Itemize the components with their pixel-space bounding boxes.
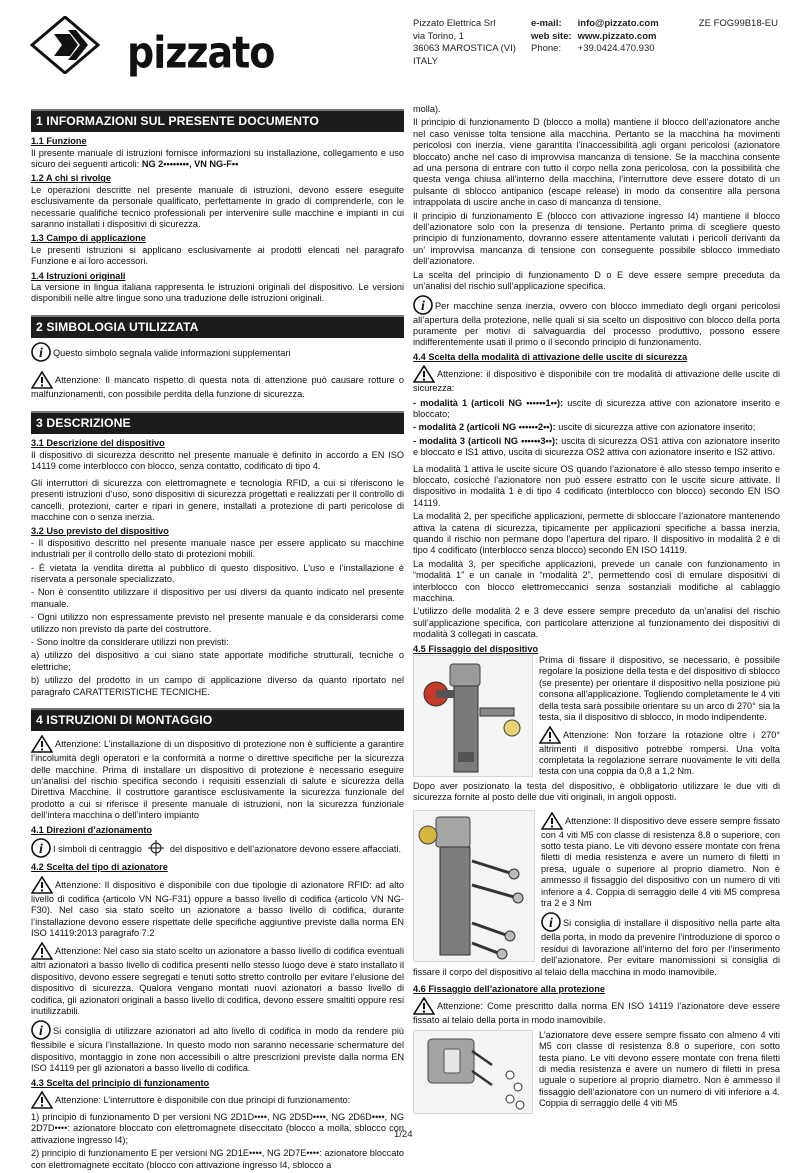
warning-note-output-modes: Attenzione: il dispositivo è disponibile con tre modalità di attivazione delle uscite di sicurezza: — [413, 365, 780, 394]
paragraph-mode-1: La modalità 1 attiva le uscite sicure OS quando l’azionatore è allo stesso tempo inserito e bloccato, cosicché l’azionatore non può essere estratto con le uscite sicure attivate. Il dispositivo in modalità 1 è di tipo 4 codificato (interblocco con blocco) secondo EN ISO 14119. — [413, 463, 780, 508]
svg-text:i: i — [39, 841, 43, 857]
warning-icon — [539, 726, 561, 744]
paragraph-3-1b: Gli interruttori di sicurezza con elettromagnete e tecnologia RFID, a cui si riferiscono le presenti istruzioni d’uso, sono dispositivi di sicurezza progettati e realizzati per il controllo di cancelli, protezioni, carter e ripari in genere, installati a protezione di parti pericolose di macchine con o senza inerzia. — [31, 477, 404, 522]
warning-note-rotation: Attenzione: Non forzare la rotazione oltre i 270° altrimenti il dispositivo potrebbe rompersi. Una volta completata la regolazione serrare nuovamente le viti della testa con una coppia da 0,8 a 1,2 Nm. — [413, 726, 780, 778]
website-link[interactable]: www.pizzato.com — [577, 30, 657, 42]
warning-icon — [413, 997, 435, 1015]
company-contact — [531, 18, 659, 56]
list-item: - Ogni utilizzo non espressamente previsto nel presente manuale è da considerarsi come utilizzo non previsto da parte del costruttore. — [31, 612, 404, 634]
device-head-image — [413, 655, 533, 777]
right-column — [413, 104, 780, 1116]
section-3-title: 3 DESCRIZIONE — [31, 411, 404, 434]
section-2-title: 2 SIMBOLOGIA UTILIZZATA — [31, 315, 404, 338]
article-codes: NG 2••••••••, VN NG-F•• — [141, 158, 239, 169]
paragraph-3-1a: Il dispositivo di sicurezza descritto nel presente manuale è definito in accordo a EN ISO 14119 come interblocco con blocco, senza contatto, codificato di tipo 4. — [31, 449, 404, 472]
document-reference: ZE FOG99B18-EU — [698, 18, 778, 29]
subsection-3-2-title: 3.2 Uso previsto del dispositivo — [31, 526, 169, 537]
list-item: - Il dispositivo descritto nel presente manuale nasce per essere applicato su macchine industriali per il controllo dello stato di protezioni mobili. — [31, 537, 404, 560]
paragraph-principle-choice: La scelta del principio di funzionamento D o E deve essere sempre preceduta da un’analisi del rischio sull’applicazione specifica. — [413, 269, 780, 292]
company-name: Pizzato Elettrica Srl — [413, 18, 496, 29]
info-icon — [541, 912, 561, 932]
paragraph-1-2: Le operazioni descritte nel presente manuale di istruzioni, devono essere eseguite esclusivamente da personale qualificato, perfettamente in grado di comprenderle, con le necessarie qualifiche tecnico professionali per intervenire sulle macchine e impianti in cui saranno installati i dispositivi di sicurezza. — [31, 184, 404, 229]
info-icon — [31, 1020, 51, 1040]
actuator-image — [413, 1030, 533, 1114]
info-symbol-note: i Questo simbolo segnala valide informazioni supplementari — [31, 342, 404, 362]
left-column — [31, 105, 404, 1173]
paragraph-principle-d: Il principio di funzionamento D (blocco a molla) mantiene il blocco dell’azionatore anche nel caso venisse tolta tensione alla macchina. Pertanto se la macchina ha movimenti pericolosi con inerzia, viene garantita l’inaccessibilità agli organi pericolosi (azionatore bloccato) anche nel caso di improvvisa mancanza di tensione. Se la macchina consente ad una persona di entrare con tutto il corpo nella zona pericolosa, con la possibilità che questa venga chiusa all’interno della macchina, l’interruttore deve essere dotato di un pulsante di sblocco antipanico (escape release) in modo da consentire alla persona intrappolata di uscire anche in caso di mancanza di tensione. — [413, 117, 780, 208]
subsection-4-2-title: 4.2 Scelta del tipo di azionatore — [31, 862, 168, 873]
warning-icon — [31, 1091, 53, 1109]
logo-mark-icon — [30, 16, 100, 74]
logo-text: pizzato — [127, 27, 275, 78]
info-icon — [413, 295, 433, 315]
warning-note-installation: Attenzione: L’installazione di un dispositivo di protezione non è sufficiente a garantire l’incolumità degli operatori e la conformità a norme o direttive specifiche per la sicurezza delle macchine. Prima di installare un dispositivo di protezione è necessario eseguire un’analisi del rischio specifica secondo i requisiti essenziali di salute e sicurezza della Direttiva Macchine. Il costruttore garantisce esclusivamente la sicurezza funzionale del prodotto a cui si riferisce il presente manuale di istruzioni, non la sicurezza funzionale dell’intera macchina o dell’intero impianto — [31, 735, 404, 821]
company-street: via Torino, 1 — [413, 30, 465, 42]
web-label: web site: — [531, 30, 572, 42]
warning-symbol-note: Attenzione: Il mancato rispetto di questa nota di attenzione può causare rotture o malfunzionamenti, con possibile perdita della funzione di sicurezza. — [31, 371, 404, 400]
paragraph-4-5b: Dopo aver posizionato la testa del dispositivo, è obbligatorio utilizzare le due viti di sicurezza fornite al posto delle due viti originali, in angoli opposti. — [413, 780, 780, 803]
mode-2: - modalità 2 (articoli NG ••••••2••): uscite di sicurezza attive con azionatore inserito; — [413, 422, 756, 433]
warning-note-actuator-type: Attenzione: Il dispositivo è disponibile con due tipologie di azionatore RFID: ad alto livello di codifica (articolo VN NG-F31) oppure a basso livello di codifica (articolo VN NG-F30). Nel caso sia stato scelto un azionatore a basso livello di codifica, durante l’installazione devono essere rispettate delle specifiche aggiuntive previste dalla norma EN ISO 14119:2013 paragrafo 7.2 — [31, 876, 404, 940]
list-item: a) utilizzo del dispositivo a cui siano state apportate modifiche strutturali, tecniche o elettriche; — [31, 650, 404, 672]
warning-icon — [413, 365, 435, 383]
subsection-4-6-title: 4.6 Fissaggio dell’azionatore alla protezione — [413, 984, 605, 994]
company-country: ITALY — [413, 55, 438, 67]
paragraph-4-5a: Prima di fissare il dispositivo, se necessario, è possibile regolare la posizione della testa e del dispositivo di sblocco (se presente) per orientare il dispositivo nella posizione più consona all’applicazione. Togliendo completamente le 4 viti della testa sarà possibile orientare su un arco di 270° sia la testa, sia il dispositivo di sblocco, in modo indipendente. — [539, 655, 780, 723]
subsection-1-2-title: 1.2 A chi si rivolge — [31, 173, 111, 184]
mode-1: - modalità 1 (articoli NG ••••••1••): uscite di sicurezza attive con azionatore inserito e bloccato; — [413, 397, 781, 419]
warning-icon — [31, 371, 53, 389]
subsection-4-5-title: 4.5 Fissaggio del dispositivo — [413, 643, 539, 654]
paragraph-1-4: La versione in lingua italiana rappresenta le istruzioni originali del dispositivo. Le versioni disponibili nelle altre lingue sono una traduzione delle istruzioni originali. — [31, 282, 404, 304]
page-number: 1/24 — [394, 1129, 413, 1140]
paragraph-mode-3: La modalità 3, per specifiche applicazioni, prevede un canale con funzionamento in “modalità 1” e un canale in “modalità 2”, permettendo così di emulare dispositivi di interblocco con blocco elettromeccanici senza sostanziali modifiche al cablaggio macchina. — [413, 558, 780, 604]
mode-3: - modalità 3 (articoli NG ••••••3••): uscita di sicurezza OS1 attiva con azionatore inserito e bloccato e IS1 attivo, uscita di sicurezza OS2 attiva con azionatore inserito e IS2 attivo. — [413, 435, 780, 458]
warning-note-principles: Attenzione: L’interruttore è disponibile con due principi di funzionamento: — [31, 1091, 404, 1109]
phone-number: +39.0424.470.930 — [577, 43, 655, 55]
info-note-no-inertia: i Per macchine senza inerzia, ovvero con blocco immediato degli organi pericolosi all’apertura della protezione, nelle quali si sia scelto un dispositivo con blocco della porta puramente per motivi di salvaguardia del processo produttivo, possono essere indifferentemente usati il primo o il secondo principio di funzionamento. — [413, 295, 780, 349]
paragraph-principle-e: Il principio di funzionamento E (blocco con attivazione ingresso I4) mantiene il blocco dell’azionatore solo con la presenza di tensione. Pertanto prima di scegliere questo principio di funzionamento, dovranno essere attentamente valutati i pericoli derivanti da un’ improvvisa mancanza di tensione con conseguente possibile sblocco immediato dell’azionatore. — [413, 210, 780, 267]
paragraph-1-3: Le presenti istruzioni si applicano esclusivamente ai prodotti elencati nel paragrafo Funzione e ai loro accessori. — [31, 244, 404, 267]
warning-note-actuator-fixing: Attenzione: Come prescritto dalla norma EN ISO 14119 l’azionatore deve essere fissato al telaio della porta in modo inamovibile. — [413, 997, 780, 1026]
section-1-title: 1 INFORMAZIONI SUL PRESENTE DOCUMENTO — [31, 109, 404, 132]
paragraph-continuation: molla). — [413, 104, 441, 114]
principle-e: 2) principio di funzionamento E per versioni NG 2D1E••••, NG 2D7E••••: azionatore bloccato con elettromagnete eccitato (blocco con attivazione ingresso I4, sblocco a — [31, 1148, 405, 1170]
paragraph-4-6: L’azionatore deve essere sempre fissato con almeno 4 viti M5 con classe di resistenza 8.8 o superiore, con sotto testa piano. Le viti devono essere montate con frena filetti di media resistenza e avere un numero di filetti in presa uguale o superiore al proprio diametro. Non è ammesso il fissaggio dell’azionatore con un numero di viti inferiore a 4. Coppia di serraggio delle 4 viti M5 — [539, 1029, 780, 1109]
warning-icon — [31, 876, 53, 894]
list-item: - Non è consentito utilizzare il dispositivo per usi diversi da quanto indicato nel presente manuale. — [31, 587, 404, 609]
info-icon — [31, 342, 51, 362]
subsection-1-3-title: 1.3 Campo di applicazione — [31, 233, 146, 244]
warning-note-low-coding: Attenzione: Nel caso sia stato scelto un azionatore a basso livello di codifica eventuali altri azionatori a basso livello di codifica presenti nello stesso luogo deve è stato installato il dispositivo, devono essere segregati e tenuti sotto stretto controllo per evitare l’elusione del dispositivo di sicurezza. Qualora vengano montati nuovi azionatori a basso livello di codifica, gli azionatori originali a basso livello di codifica, devono essere smaltiti oppure resi inutilizzabili. — [31, 942, 404, 1017]
company-address — [413, 18, 516, 68]
paragraph-1-1: Il presente manuale di istruzioni fornisce informazioni su installazione, collegamento e uso sicuro dei seguenti articoli: NG 2••••••••, VN NG-F•• — [31, 147, 404, 169]
info-note-mounting: i Si consiglia di installare il dispositivo nella parte alta della porta, in modo da prevenire l’introduzione di sporco o residui di lavorazione all’interno del foro per l’inserimento dell’azionatore. Per evitare manomissioni si consiglia di fissare il corpo del dispositivo al telaio della macchina in modo inamovibile. — [413, 912, 780, 978]
svg-text:i: i — [549, 916, 553, 932]
centering-symbol-icon — [148, 840, 164, 859]
principle-d: 1) principio di funzionamento D per versioni NG 2D1D••••, NG 2D5D••••, NG 2D6D••••, NG 2D7D••••: azionatore bloccato con elettromagnete diseccitato (blocco a molla, sblocco con attivazione ingresso I4); — [31, 1112, 404, 1145]
section-4-title: 4 ISTRUZIONI DI MONTAGGIO — [31, 708, 404, 731]
info-icon — [31, 838, 51, 858]
subsection-1-4-title: 1.4 Istruzioni originali — [31, 270, 126, 281]
phone-label: Phone: — [531, 43, 562, 55]
subsection-4-1-title: 4.1 Direzioni d’azionamento — [31, 824, 152, 835]
pizzato-logo — [30, 16, 275, 78]
company-city: 36063 MAROSTICA (VI) — [413, 43, 516, 55]
subsection-4-3-title: 4.3 Scelta del principio di funzionamento — [31, 1077, 210, 1088]
list-item: - Sono inoltre da considerare utilizzi non previsti: — [31, 636, 229, 647]
svg-text:i: i — [421, 298, 425, 314]
paragraph-mode-2: La modalità 2, per specifiche applicazioni, permette di sbloccare l’azionatore mantenendo attiva la catena di sicurezza, tipicamente per applicazioni specifiche a bassa inerzia, quando il rischio non permane dopo l’apertura del riparo. Il dispositivo in modalità 2 è di tipo 4 codificato (interblocco senza blocco) secondo EN ISO 14119. — [413, 511, 780, 556]
email-label: e-mail: — [531, 18, 562, 29]
subsection-4-4-title: 4.4 Scelta della modalità di attivazione delle uscite di sicurezza — [413, 351, 688, 362]
info-note-high-coding: i Si consiglia di utilizzare azionatori ad alto livello di codifica in modo da rendere più flessibile e sicura l’installazione. In questo modo non saranno necessarie schermature del dispositivo, montaggio in zone non accessibili o altre prescrizioni previste dalla norma EN ISO 14119 per gli azionatori a basso livello di codifica. — [31, 1020, 404, 1074]
warning-icon — [31, 942, 53, 960]
device-mounting-image — [413, 810, 535, 962]
warning-note-screws: Attenzione: Il dispositivo deve essere sempre fissato con 4 viti M5 con classe di resistenza 8.8 o superiore, con sotto testa piano. Le viti devono essere montate con frena filetti di media resistenza e avere un numero di filetti in presa, uguale o superiore al proprio diametro. Non è ammesso il fissaggio del dispositivo con un numero di viti inferiore a 4. Coppia di serraggio delle 4 viti M5 compresa tra 2 e 3 Nm — [413, 812, 780, 910]
svg-text:i: i — [39, 345, 43, 361]
subsection-3-1-title: 3.1 Descrizione del dispositivo — [31, 438, 165, 449]
warning-icon — [541, 812, 563, 830]
list-item: b) utilizzo del prodotto in un campo di applicazione diverso da quanto riportato nel paragrafo CARATTERISTICHE TECNICHE. — [31, 675, 404, 697]
paragraph-4-1: i I simboli di centraggio del dispositivo e dell’azionatore devono essere affacciati. — [31, 838, 404, 859]
email-link[interactable]: info@pizzato.com — [577, 18, 659, 29]
list-item: - È vietata la vendita diretta al pubblico di questo dispositivo. L’uso e l’installazione è riservata a personale specializzato. — [31, 562, 404, 584]
subsection-1-1-title: 1.1 Funzione — [31, 136, 87, 147]
warning-icon — [31, 735, 53, 753]
paragraph-mode-usage: L’utilizzo delle modalità 2 e 3 deve essere sempre preceduto da un’analisi del rischio sull’applicazione specifica, con particolare attenzione al funzionamento dei dispositivi di modalità 3 collegati in cascata. — [413, 606, 780, 640]
svg-text:i: i — [39, 1024, 43, 1040]
